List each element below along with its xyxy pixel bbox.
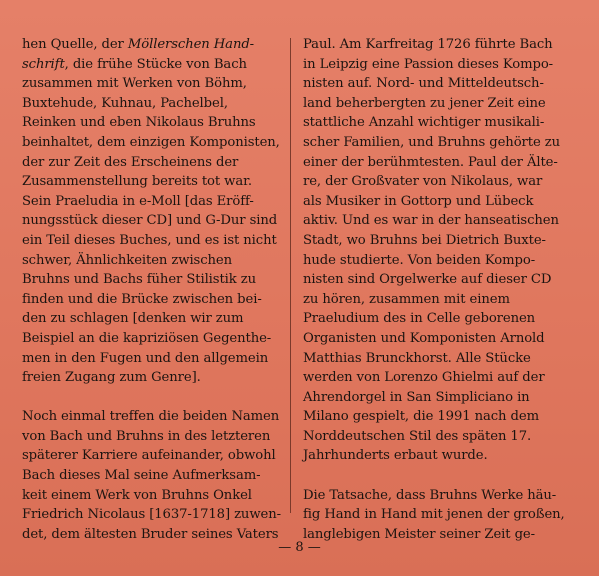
text-line: freien Zugang zum Genre]. [22, 370, 201, 386]
text-line: der zur Zeit des Erscheinens der [22, 154, 239, 170]
text-line: hude studierte. Von beiden Kompo- [303, 252, 536, 268]
text-line: fig Hand in Hand mit jenen der großen, [303, 507, 565, 523]
text-line: aktiv. Und es war in der hanseatischen [303, 213, 559, 229]
text-line: Noch einmal treffen die beiden Namen [22, 409, 280, 425]
page-number: — 8 — [278, 540, 321, 555]
text-line: den zu schlagen [denken wir zum [22, 311, 244, 327]
text-line: Sein Praeludia in e-Moll [das Eröff- [22, 193, 254, 209]
text-line: Matthias Brunckhorst. Alle Stücke [303, 350, 531, 366]
text-line: Bach dieses Mal seine Aufmerksam- [22, 468, 261, 484]
text-line: ein Teil dieses Buches, und es ist nicht [22, 232, 277, 248]
text-line: keit einem Werk von Bruhns Onkel [22, 487, 252, 503]
text-line: Ahrendorgel in San Simpliciano in [303, 389, 530, 405]
text-line: hen Quelle, der Möllerschen Hand- [22, 37, 255, 52]
text-line: Zusammenstellung bereits tot war. [22, 174, 252, 190]
text-line: langlebigen Meister seiner Zeit ge- [303, 526, 535, 542]
text-line: Buxtehude, Kuhnau, Pachelbel, [22, 95, 228, 111]
text-line: Milano gespielt, die 1991 nach dem [303, 409, 539, 425]
text-line: als Musiker in Gottorp und Lübeck [303, 193, 534, 209]
text-line: Jahrhunderts erbaut wurde. [303, 448, 488, 464]
left-text-column [22, 35, 284, 544]
text-line: Paul. Am Karfreitag 1726 führte Bach [303, 37, 553, 52]
text-line: zu hören, zusammen mit einem [303, 291, 510, 307]
text-line: Friedrich Nicolaus [1637-1718] zuwen- [22, 507, 281, 523]
text-line: späterer Karriere aufeinander, obwohl [22, 448, 276, 464]
text-line: scher Familien, und Bruhns gehörte zu [303, 134, 560, 150]
paragraph-break [303, 466, 565, 486]
text-line: Beispiel an die kapriziösen Gegenthe- [22, 330, 272, 346]
column-divider [290, 38, 291, 513]
text-line: Stadt, wo Bruhns bei Dietrich Buxte- [303, 232, 546, 248]
manuscript-title-part: Möllerschen Hand- [127, 37, 255, 52]
text-line: beinhaltet, dem einzigen Komponisten, [22, 134, 280, 150]
text-line: Norddeutschen Stil des späten 17. [303, 428, 532, 444]
text-line: re, der Großvater von Nikolaus, war [303, 174, 543, 190]
text-line: schwer, Ähnlichkeiten zwischen [22, 252, 233, 268]
text-line: land beherbergten zu jener Zeit eine [303, 95, 546, 111]
manuscript-title-part: schrift [22, 56, 65, 72]
text-line: Praeludium des in Celle geborenen [303, 311, 536, 327]
text-line: nungsstück dieser CD] und G-Dur sind [22, 213, 278, 229]
text-line: men in den Fugen und den allgemein [22, 350, 269, 366]
text-line: zusammen mit Werken von Böhm, [22, 76, 247, 92]
text-line: det, dem ältesten Bruder seines Vaters [22, 526, 279, 542]
text-line: nisten auf. Nord- und Mitteldeutsch- [303, 76, 544, 92]
text-line: schrift, die frühe Stücke von Bach [22, 56, 247, 72]
text-line: finden und die Brücke zwischen bei- [22, 291, 262, 307]
text-line: nisten sind Orgelwerke auf dieser CD [303, 272, 552, 288]
text-line: Organisten und Komponisten Arnold [303, 330, 545, 346]
text-line: Bruhns und Bachs füher Stilistik zu [22, 272, 257, 288]
text-line: stattliche Anzahl wichtiger musikali- [303, 115, 545, 131]
text-line: von Bach und Bruhns in des letzteren [22, 428, 271, 444]
text-line: einer der berühmtesten. Paul der Älte- [303, 154, 558, 170]
text-line: Die Tatsache, dass Bruhns Werke häu- [303, 487, 557, 503]
text-line: Reinken und eben Nikolaus Bruhns [22, 115, 256, 131]
text-line: in Leipzig eine Passion dieses Kompo- [303, 56, 554, 72]
paragraph-break [22, 388, 284, 408]
right-text-column [303, 35, 565, 544]
text-line: werden von Lorenzo Ghielmi auf der [303, 370, 545, 386]
